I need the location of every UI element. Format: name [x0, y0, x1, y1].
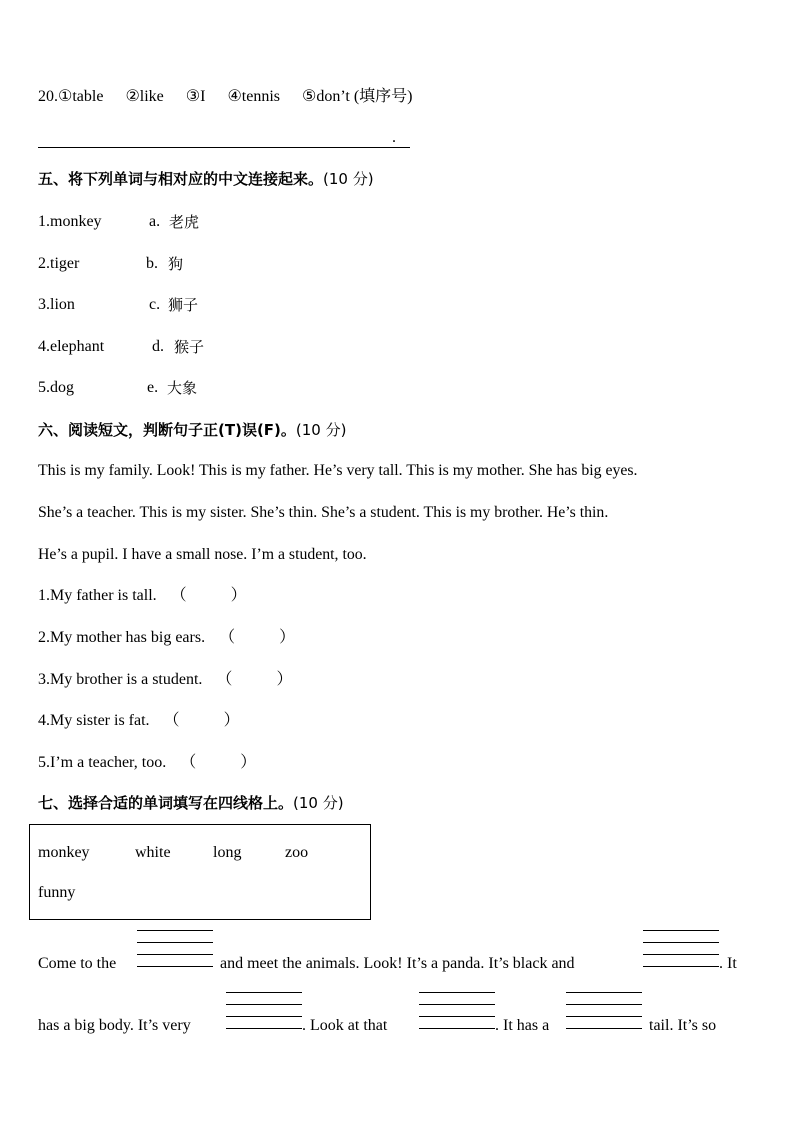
match-letter-b: b.	[146, 255, 158, 272]
q20-answer-period: .	[392, 129, 396, 146]
section5-points: (10 分)	[323, 170, 374, 188]
section6-points: (10 分)	[295, 421, 347, 439]
match-word-2: 2.tiger	[38, 255, 80, 272]
four-line-blank-4[interactable]	[419, 992, 495, 1028]
sentence2-part-a: has a big body. It’s very	[38, 1017, 191, 1034]
q20-item-4: ④tennis	[227, 88, 281, 105]
match-meaning-b: 狗	[168, 255, 184, 273]
statement-5: 5.I’m a teacher, too. （ ）	[38, 754, 257, 771]
four-line-blank-5[interactable]	[566, 992, 642, 1028]
answer-paren-1[interactable]: （ ）	[170, 587, 247, 604]
word-bank-monkey: monkey	[38, 844, 90, 861]
section6-heading: 六、阅读短文，判断句子正(T)误(F)。(10 分)	[38, 421, 347, 439]
q20-item-1: ①table	[58, 88, 104, 105]
passage-line-2: She’s a teacher. This is my sister. She’s thin. She’s a student. This is my brother. He’s thin.	[38, 504, 609, 521]
statement-2: 2.My mother has big ears. （ ）	[38, 629, 296, 646]
answer-paren-4[interactable]: （ ）	[163, 712, 240, 729]
match-word-3: 3.lion	[38, 296, 75, 313]
sentence1-part-c: . It	[719, 955, 737, 972]
sentence1-part-b: and meet the animals. Look! It’s a panda. It’s black and	[220, 955, 575, 972]
match-meaning-d: 猴子	[174, 338, 205, 356]
answer-paren-5[interactable]: （ ）	[180, 754, 257, 771]
sentence2-part-b: . Look at that	[302, 1017, 388, 1034]
sentence1-part-a: Come to the	[38, 955, 117, 972]
section7-heading: 七、选择合适的单词填写在四线格上。(10 分)	[38, 794, 344, 812]
q20-number: 20.	[38, 88, 58, 105]
statement-1: 1.My father is tall. （ ）	[38, 587, 247, 604]
match-letter-c: c.	[149, 296, 161, 313]
q20-line	[38, 87, 435, 107]
match-word-1: 1.monkey	[38, 213, 102, 230]
four-line-blank-2[interactable]	[643, 930, 719, 966]
statement-4: 4.My sister is fat. （ ）	[38, 712, 240, 729]
answer-paren-3[interactable]: （ ）	[216, 671, 293, 688]
match-meaning-c: 狮子	[168, 296, 199, 314]
q20-item-3: ③I	[185, 88, 206, 105]
word-bank-box	[29, 824, 371, 920]
word-bank-long: long	[213, 844, 242, 861]
four-line-blank-3[interactable]	[226, 992, 302, 1028]
sentence2-part-d: tail. It’s so	[649, 1017, 717, 1034]
word-bank-white: white	[135, 844, 171, 861]
four-line-blank-1[interactable]	[137, 930, 213, 966]
word-bank-zoo: zoo	[285, 844, 309, 861]
sentence2-part-c: . It has a	[495, 1017, 550, 1034]
match-meaning-a: 老虎	[169, 213, 200, 231]
statement-3: 3.My brother is a student. （ ）	[38, 671, 293, 688]
word-bank-funny: funny	[38, 884, 76, 901]
section5-heading: 五、将下列单词与相对应的中文连接起来。(10 分)	[38, 170, 374, 188]
q20-answer-line[interactable]	[38, 147, 410, 148]
passage-line-1: This is my family. Look! This is my father. He’s very tall. This is my mother. She has big eyes.	[38, 462, 638, 479]
q20-item-2: ②like	[125, 88, 164, 105]
match-letter-a: a.	[149, 213, 161, 230]
q20-item-5: ⑤don’t (填序号)	[302, 88, 413, 105]
match-letter-e: e.	[147, 379, 159, 396]
answer-paren-2[interactable]: （ ）	[219, 629, 296, 646]
match-word-5: 5.dog	[38, 379, 74, 396]
passage-line-3: He’s a pupil. I have a small nose. I’m a student, too.	[38, 546, 367, 563]
match-word-4: 4.elephant	[38, 338, 105, 355]
match-letter-d: d.	[152, 338, 164, 355]
section7-points: (10 分)	[293, 794, 344, 812]
match-meaning-e: 大象	[167, 379, 198, 397]
